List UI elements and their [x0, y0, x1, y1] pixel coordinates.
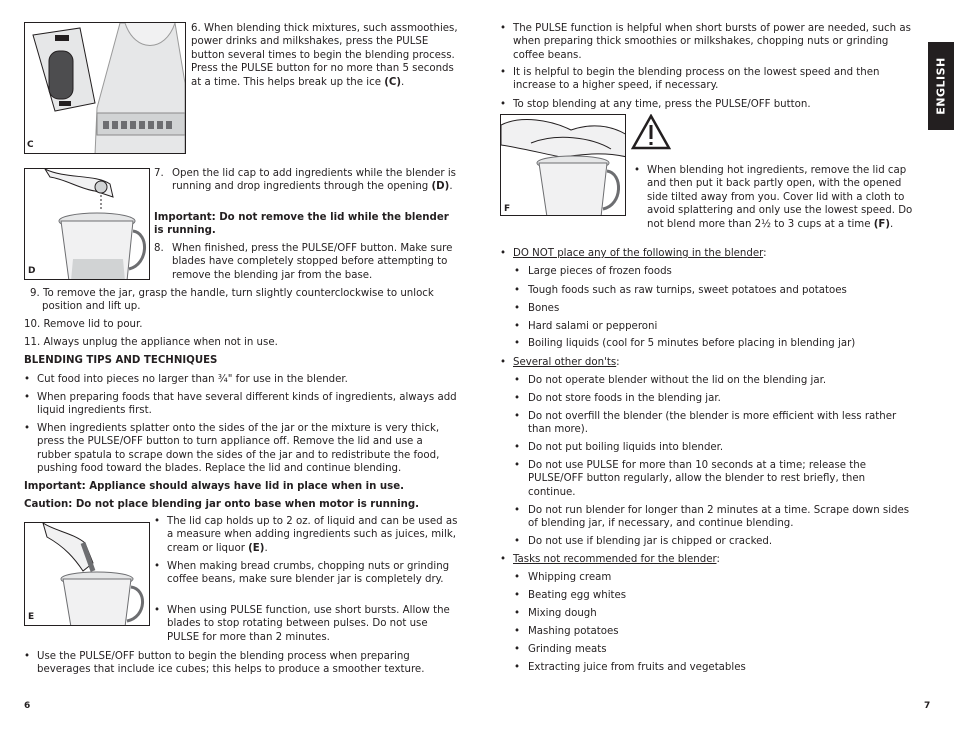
bullet: • [514, 442, 521, 453]
tip-e2-text: When making bread crumbs, chopping nuts or grinding coffee beans, make sure blender jar is completely dry. [167, 561, 450, 586]
tip-e1-ref: (E) [248, 542, 265, 554]
tasks-item-text: Beating egg whites [528, 590, 627, 601]
tasks-item [514, 607, 914, 620]
figure-f-hot-lid [500, 114, 626, 216]
right-tip-2 [500, 66, 912, 93]
tasks-item [514, 571, 914, 584]
tip-e1-text: The lid cap holds up to 2 oz. of liquid and can be used as a measure when adding ingredients such as juices, milk, cream or liquor [167, 516, 458, 554]
bullet: • [500, 248, 507, 259]
do-not-place-item [514, 337, 914, 350]
do-not-place-heading [500, 247, 912, 260]
hot-ingredients-tip [634, 164, 918, 231]
tasks-item-text: Grinding meats [528, 644, 607, 655]
bullet: • [500, 23, 507, 34]
other-donts-colon: : [616, 357, 620, 368]
bullet: • [514, 411, 521, 422]
other-donts-heading [500, 356, 912, 369]
tip-2 [24, 391, 458, 418]
figure-e-measure [24, 522, 150, 626]
bullet: • [500, 99, 507, 110]
right-tip-2-text: It is helpful to begin the blending process on the lowest speed and then increase to a higher speed, if necessary. [513, 67, 880, 92]
bullet: • [514, 338, 521, 349]
other-donts-item-text: Do not use if blending jar is chipped or cracked. [528, 536, 773, 547]
other-donts-label: Several other don'ts [513, 357, 617, 368]
tasks-item-text: Mixing dough [528, 608, 597, 619]
bullet: • [634, 165, 641, 176]
right-tip-1-text: The PULSE function is helpful when short bursts of power are needed, such as when preparing thick smoothies or milkshakes, chopping nuts or grinding coffee beans. [513, 23, 911, 61]
do-not-place-item [514, 265, 914, 278]
other-donts-item [514, 392, 914, 405]
bullet: • [500, 67, 507, 78]
bullet: • [514, 572, 521, 583]
do-not-place-item-text: Tough foods such as raw turnips, sweet potatoes and potatoes [528, 285, 847, 296]
do-not-place-label: DO NOT place any of the following in the blender [513, 248, 764, 259]
tips-heading: BLENDING TIPS AND TECHNIQUES [24, 355, 218, 366]
right-tip-1 [500, 22, 912, 62]
do-not-place-item-text: Bones [528, 303, 560, 314]
bullet: • [154, 516, 161, 527]
other-donts-item [514, 459, 914, 499]
tip-2-text: When preparing foods that have several different kinds of ingredients, always add liquid ingredients first. [37, 392, 457, 417]
tip-e1 [154, 515, 458, 555]
right-tip-3 [500, 98, 912, 111]
bullet: • [514, 393, 521, 404]
step-8 [154, 242, 458, 282]
bullet: • [154, 561, 161, 572]
bullet: • [514, 285, 521, 296]
important-lid-in-place: Important: Appliance should always have lid in place when in use. [24, 481, 405, 492]
do-not-place-item-text: Large pieces of frozen foods [528, 266, 672, 277]
bullet: • [24, 423, 31, 434]
bullet: • [500, 357, 507, 368]
step-8-text: When finished, press the PULSE/OFF button. Make sure blades have completely stopped before attempting to remove the blending jar from the base. [172, 243, 453, 281]
tip-1-text: Cut food into pieces no larger than ¾" for use in the blender. [37, 374, 348, 385]
step-6-ref: (C) [384, 76, 402, 88]
step-7-end: . [449, 181, 453, 193]
other-donts-item-text: Do not store foods in the blending jar. [528, 393, 721, 404]
tasks-label: Tasks not recommended for the blender [513, 554, 717, 565]
do-not-place-item [514, 302, 914, 315]
step-7-number: 7. [154, 168, 164, 179]
caution-note: Caution: Do not place blending jar onto base when motor is running. [24, 499, 419, 510]
other-donts-item-text: Do not operate blender without the lid on the blending jar. [528, 375, 827, 386]
do-not-place-item [514, 320, 914, 333]
other-donts-item [514, 535, 914, 548]
other-donts-item-text: Do not use PULSE for more than 10 seconds at a time; release the PULSE/OFF button regularly, allow the blender to rest briefly, then continue. [528, 460, 867, 498]
bullet: • [500, 554, 507, 565]
do-not-place-item-text: Boiling liquids (cool for 5 minutes before placing in blending jar) [528, 338, 856, 349]
bullet: • [514, 626, 521, 637]
step-11: 11. Always unplug the appliance when not in use. [24, 337, 278, 348]
step-10: 10. Remove lid to pour. [24, 319, 143, 330]
step-7 [154, 167, 456, 194]
tasks-item [514, 589, 914, 602]
tip-e2 [154, 560, 458, 587]
other-donts-item-text: Do not run blender for longer than 2 minutes at a time. Scrape down sides of blending jar, if necessary, and continue blending. [528, 505, 910, 530]
hot-ingredients-ref: (F) [873, 218, 891, 230]
tip-last [24, 650, 458, 677]
other-donts-item [514, 441, 914, 454]
figure-e-label: E [28, 612, 35, 622]
figure-f-label: F [504, 204, 511, 214]
step-9-text: 9. To remove the jar, grasp the handle, turn slightly counterclockwise to unlock position and lift up. [30, 288, 434, 313]
step-6 [191, 22, 459, 89]
tip-e1-end: . [264, 542, 268, 554]
measure-cup-illustration [25, 523, 150, 626]
language-tab-label: ENGLISH [934, 57, 948, 115]
figure-c-label: C [27, 140, 34, 150]
tasks-item-text: Extracting juice from fruits and vegetables [528, 662, 746, 673]
other-donts-item [514, 410, 914, 437]
step-6-text: 6. When blending thick mixtures, such assmoothies, power drinks and milkshakes, press the PULSE button several times to begin the blending process. Press the PULSE button for no more than 5 seconds at a time. This helps break up the ice [191, 23, 458, 88]
bullet: • [514, 303, 521, 314]
bullet: • [24, 374, 31, 385]
language-tab [928, 42, 954, 130]
other-donts-item-text: Do not overfill the blender (the blender is more efficient with less rather than more). [528, 411, 897, 436]
lid-cap-illustration [25, 169, 150, 280]
tasks-colon: : [716, 554, 720, 565]
bullet: • [514, 505, 521, 516]
bullet: • [154, 605, 161, 616]
bullet: • [514, 662, 521, 673]
tasks-item-text: Mashing potatoes [528, 626, 619, 637]
page-number-right: 7 [924, 701, 931, 711]
bullet: • [24, 392, 31, 403]
other-donts-item-text: Do not put boiling liquids into blender. [528, 442, 724, 453]
tip-3 [24, 422, 458, 476]
bullet: • [514, 590, 521, 601]
do-not-place-item-text: Hard salami or pepperoni [528, 321, 658, 332]
tasks-item [514, 661, 914, 674]
hot-ingredients-end: . [890, 218, 894, 230]
tasks-item [514, 643, 914, 656]
bullet: • [24, 651, 31, 662]
tip-1 [24, 373, 458, 386]
figure-d-label: D [28, 266, 36, 276]
tasks-item [514, 625, 914, 638]
tasks-item-text: Whipping cream [528, 572, 612, 583]
page-number-left: 6 [24, 701, 31, 711]
tip-e3 [154, 604, 458, 644]
bullet: • [514, 644, 521, 655]
right-tip-3-text: To stop blending at any time, press the PULSE/OFF button. [513, 99, 811, 110]
bullet: • [514, 536, 521, 547]
hot-lid-illustration [501, 115, 626, 216]
other-donts-item [514, 504, 914, 531]
step-7-ref: (D) [431, 181, 450, 193]
bullet: • [514, 266, 521, 277]
warning-triangle-icon [631, 114, 671, 150]
tasks-heading [500, 553, 912, 566]
do-not-place-item [514, 284, 914, 297]
tip-last-text: Use the PULSE/OFF button to begin the blending process when preparing beverages that include ice cubes; this helps to produce a smoother texture. [37, 651, 425, 676]
other-donts-item [514, 374, 914, 387]
hot-ingredients-text: When blending hot ingredients, remove the lid cap and then put it back partly open, with the opened side tilted away from you. Cover lid with a cloth to avoid splattering and only use the lowest speed. Do not blend more than 2½ to 3 cups at a time [647, 165, 913, 230]
blender-base-illustration [25, 23, 186, 154]
bullet: • [514, 608, 521, 619]
bullet: • [514, 460, 521, 471]
step-6-end: . [401, 76, 405, 88]
step-8-number: 8. [154, 243, 164, 254]
tip-3-text: When ingredients splatter onto the sides of the jar or the mixture is very thick, press the PULSE/OFF button to turn appliance off. Remove the lid and use a rubber spatula to scrape down the sides of the jar and to redistribute the food, pushing food toward the blades. Replace the lid and continue blending. [37, 423, 440, 475]
bullet: • [514, 321, 521, 332]
step-7-text: Open the lid cap to add ingredients while the blender is running and drop ingredients through the opening [172, 168, 456, 193]
figure-c-blender-base [24, 22, 186, 154]
figure-d-lid-cap [24, 168, 150, 280]
tip-e3-text: When using PULSE function, use short bursts. Allow the blades to stop rotating between pulses. Do not use PULSE for more than 2 minutes. [167, 605, 450, 643]
bullet: • [514, 375, 521, 386]
step-9 [30, 287, 458, 314]
do-not-place-colon: : [763, 248, 767, 259]
important-lid-note: Important: Do not remove the lid while the blender is running. [154, 212, 449, 237]
